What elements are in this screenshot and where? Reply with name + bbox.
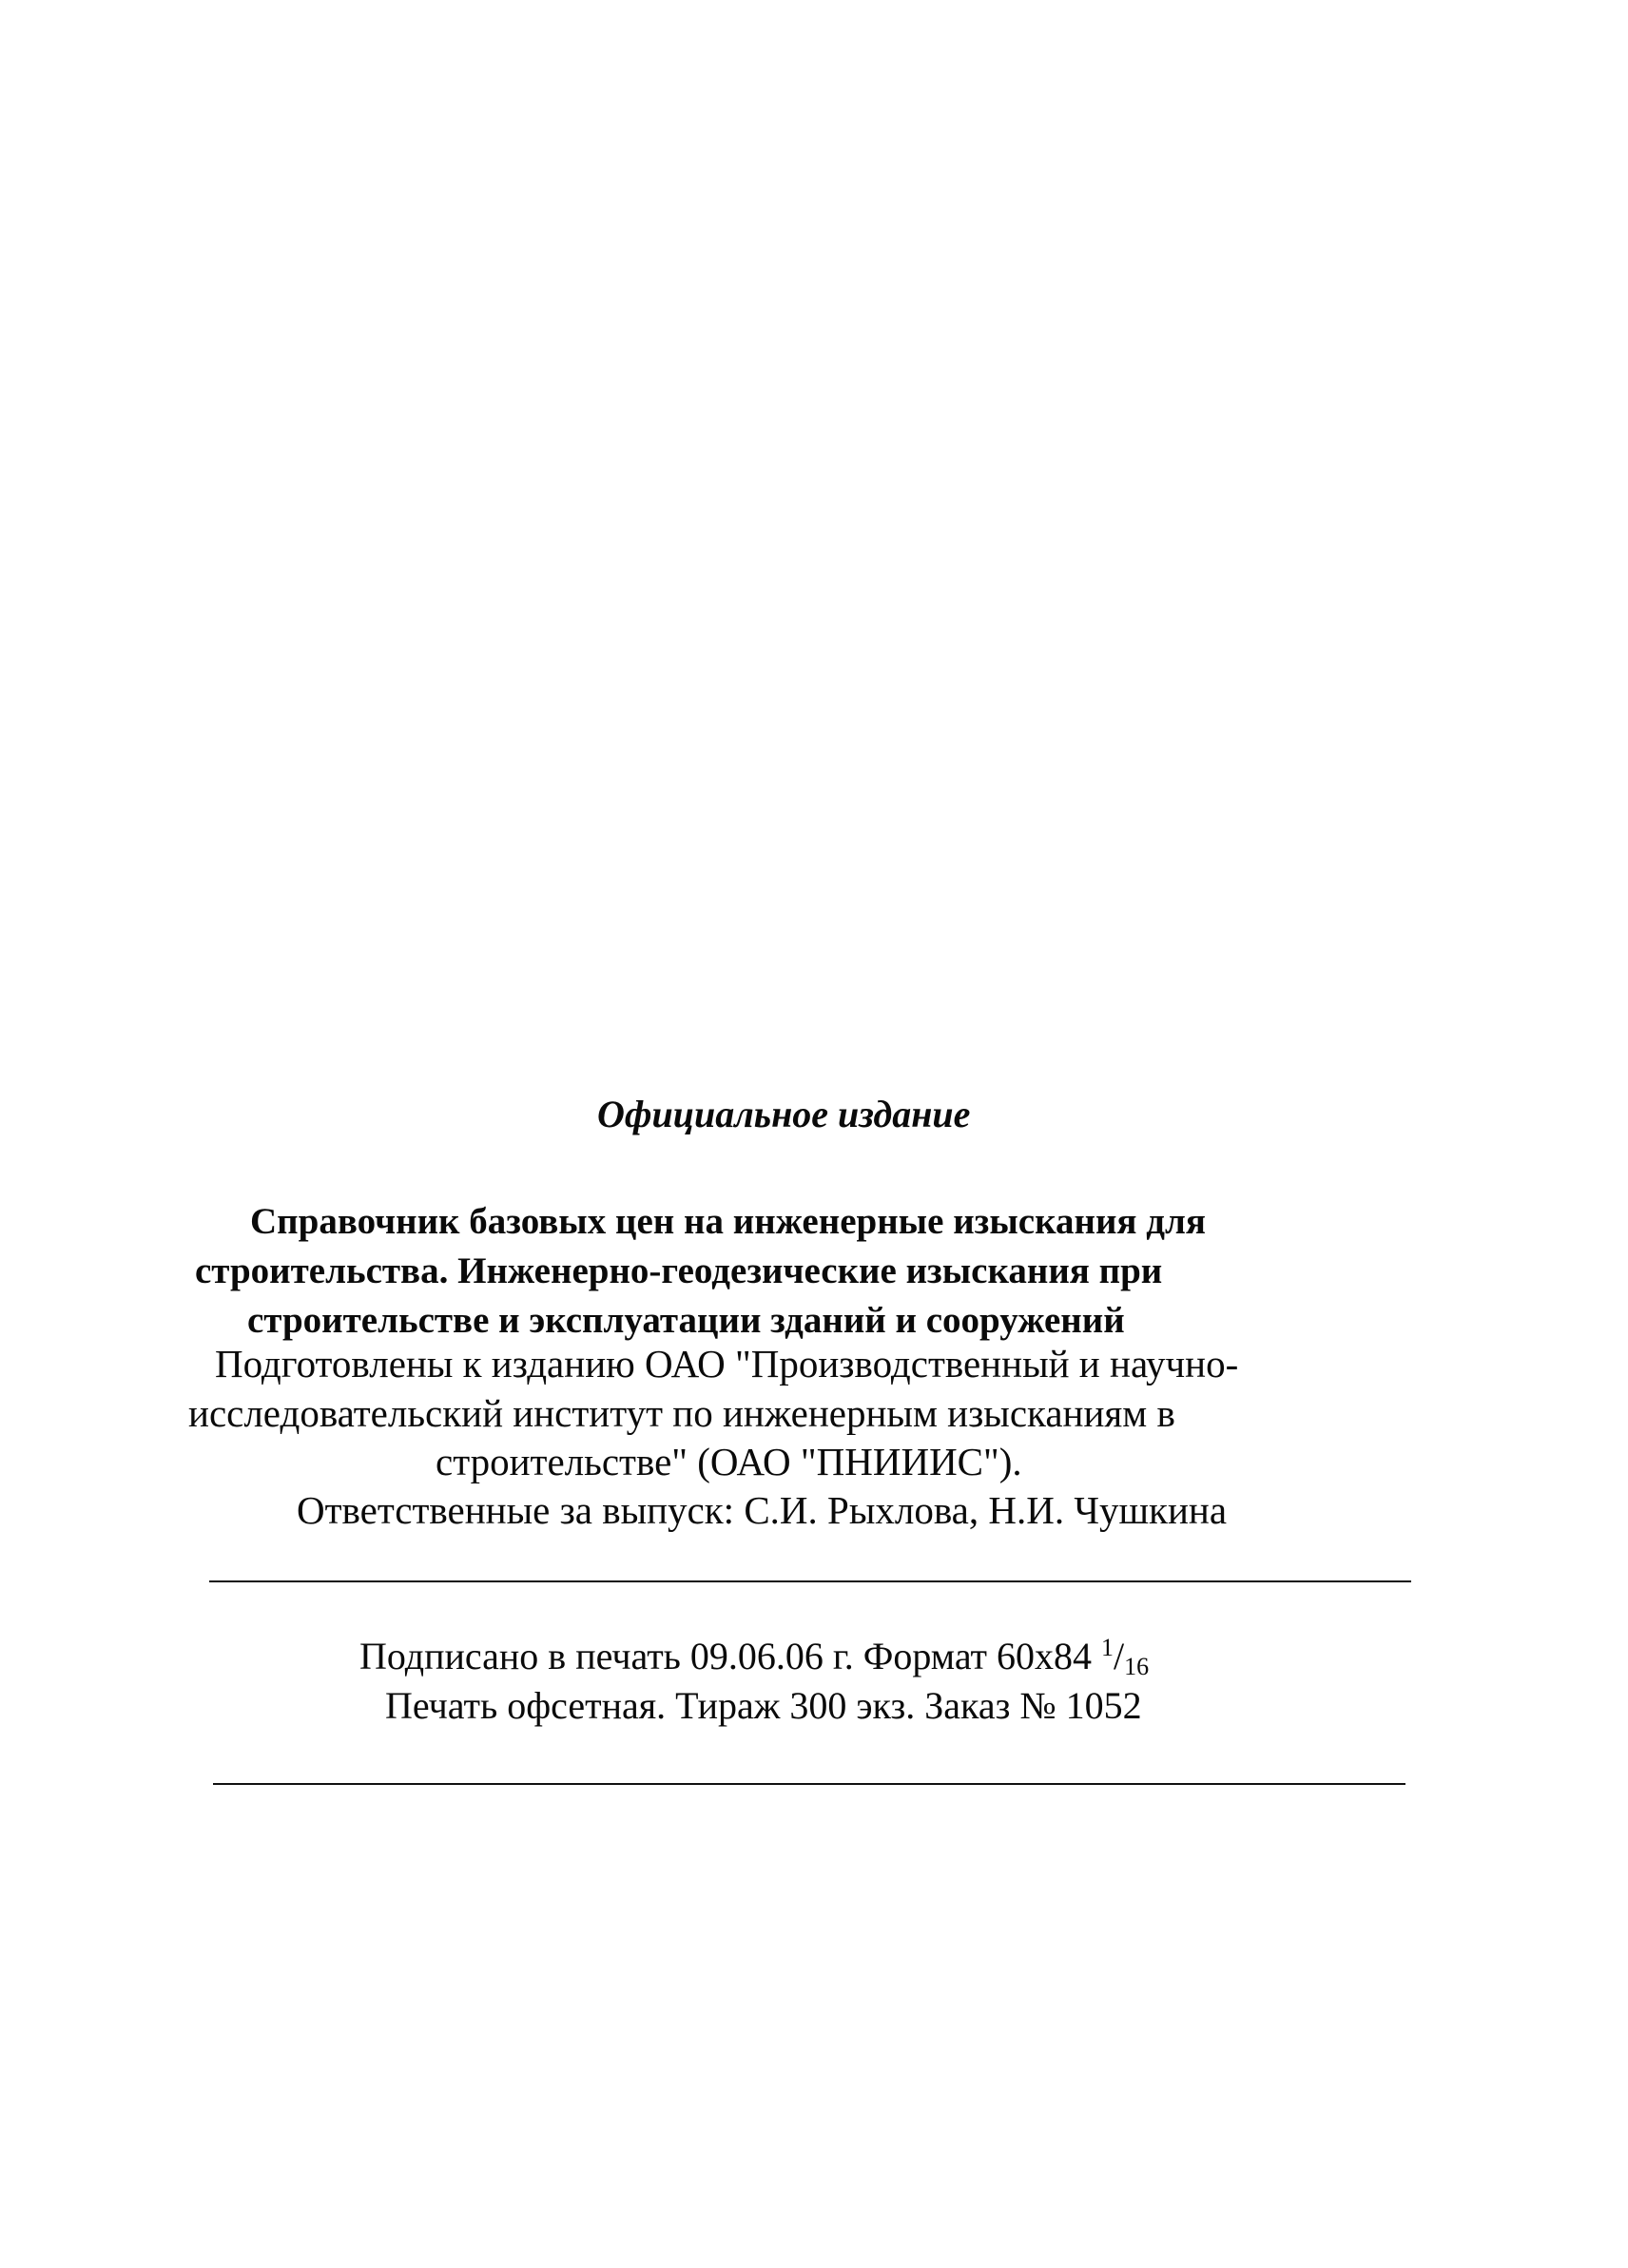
imprint-signed-text: Подписано в печать 09.06.06 г. Формат 60х84 bbox=[359, 1635, 1102, 1677]
title-line-1: Справочник базовых цен на инженерные изыскания для bbox=[250, 1201, 1206, 1242]
edition-heading: Официальное издание bbox=[597, 1093, 971, 1135]
format-fraction-numerator: 1 bbox=[1101, 1634, 1114, 1661]
divider-top bbox=[209, 1580, 1411, 1582]
preparation-line-1: Подготовлены к изданию ОАО "Производственный и научно- bbox=[215, 1342, 1239, 1386]
responsible-editors-line: Ответственные за выпуск: С.И. Рыхлова, Н.И. Чушкина bbox=[297, 1488, 1228, 1532]
title-line-3: строительстве и эксплуатации зданий и сооружений bbox=[247, 1300, 1125, 1341]
format-fraction-denominator: 16 bbox=[1124, 1653, 1150, 1680]
preparation-line-3: строительстве" (ОАО "ПНИИИС"). bbox=[436, 1440, 1022, 1483]
title-line-2: строительства. Инженерно-геодезические изыскания при bbox=[195, 1250, 1163, 1291]
divider-bottom bbox=[213, 1783, 1405, 1785]
imprint-signed-format bbox=[359, 1634, 1150, 1680]
format-fraction-slash: / bbox=[1114, 1635, 1125, 1677]
imprint-print-run: Печать офсетная. Тираж 300 экз. Заказ № 1052 bbox=[385, 1684, 1142, 1727]
preparation-line-2: исследовательский институт по инженерным изысканиям в bbox=[188, 1391, 1175, 1435]
